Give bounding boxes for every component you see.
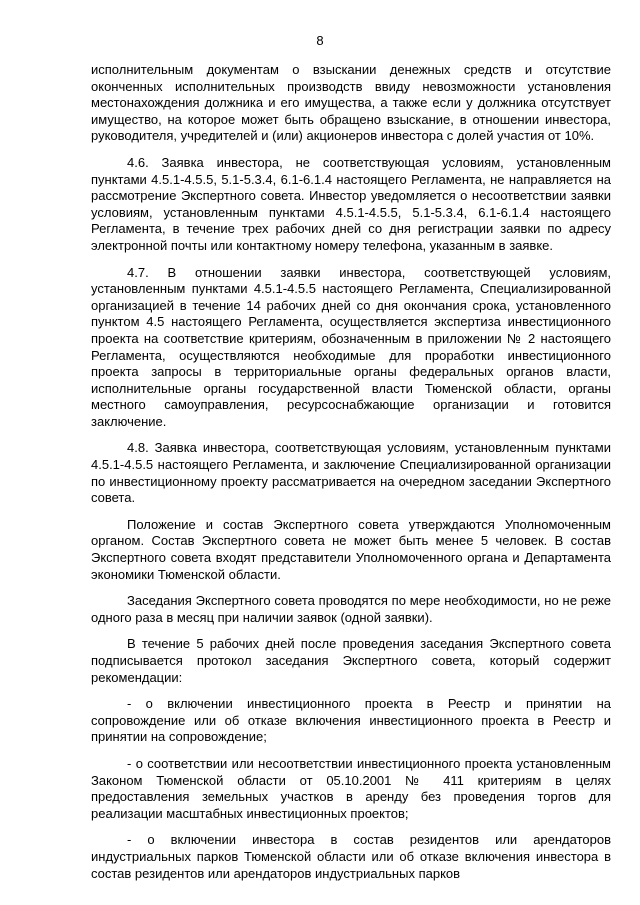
list-item-registry-recommendation: - о включении инвестиционного проекта в Реестр и принятии на сопровождение или об отказе включения инвестиционного проекта в Реестр и принятии на сопровождение; [91, 696, 611, 745]
paragraph-protocol: В течение 5 рабочих дней после проведения заседания Экспертного совета подписывается протокол заседания Экспертного совета, который содержит рекомендации: [91, 636, 611, 685]
page-number: 8 [316, 33, 324, 48]
list-item-land-criteria-recommendation: - о соответствии или несоответствии инвестиционного проекта установленным Законом Тюменской области от 05.10.2001 № 411 критериям в целях предоставления земельных участков в аренду без проведения торгов для реализации масштабных инвестиционных проектов; [91, 755, 611, 821]
paragraph-expert-council-meetings: Заседания Экспертного совета проводятся по мере необходимости, но не реже одного раза в месяц при наличии заявок (одной заявки). [91, 593, 611, 625]
paragraph-4-7: 4.7. В отношении заявки инвестора, соответствующей условиям, установленным пунктами 4.5.1-4.5.5 настоящего Регламента, Специализированной организацией в течение 14 рабочих дней со дня окончания срока, установленного пунктом 4.5 настоящего Регламента, осуществляется экспертиза инвестиционного проекта на соответствие критериям, обозначенным в приложении № 2 настоящего Регламента, осуществляются необходимые для проработки инвестиционного проекта запросы в территориальные органы федеральных органов власти, исполнительные органы государственной власти Тюменской области, органы местного самоуправления, ресурсоснабжающие организации и готовится заключение. [91, 264, 611, 429]
list-item-industrial-park-recommendation: - о включении инвестора в состав резидентов или арендаторов индустриальных парков Тюменской области или об отказе включения инвестора в состав резидентов или арендаторов индустриальных парков [91, 832, 611, 881]
paragraph-4-6: 4.6. Заявка инвестора, не соответствующая условиям, установленным пунктами 4.5.1-4.5.5, 5.1-5.3.4, 6.1-6.1.4 настоящего Регламента, не направляется на рассмотрение Экспертного совета. Инвестор уведомляется о несоответствии заявки условиям, установленным пунктами 4.5.1-4.5.5, 5.1-5.3.4, 6.1-6.1.4 настоящего Регламента, в течение трех рабочих дней со дня регистрации заявки по адресу электронной почты или контактному номеру телефона, указанным в заявке. [91, 154, 611, 253]
paragraph-expert-council-composition: Положение и состав Экспертного совета утверждаются Уполномоченным органом. Состав Экспертного совета не может быть менее 5 человек. В состав Экспертного совета входят представители Уполномоченного органа и Департамента экономики Тюменской области. [91, 516, 611, 582]
paragraph-continuation: исполнительным документам о взыскании денежных средств и отсутствие оконченных исполнительных производств ввиду невозможности установления местонахождения должника и его имущества, а также если у должника отсутствует имущество, на которое может быть обращено взыскание, в отношении инвестора, руководителя, учредителей и (или) акционеров инвестора с долей участия от 10%. [91, 62, 611, 144]
paragraph-4-8: 4.8. Заявка инвестора, соответствующая условиям, установленным пунктами 4.5.1-4.5.5 настоящего Регламента, и заключение Специализированной организации по инвестиционному проекту рассматривается на очередном заседании Экспертного совета. [91, 440, 611, 506]
document-body [91, 62, 611, 882]
